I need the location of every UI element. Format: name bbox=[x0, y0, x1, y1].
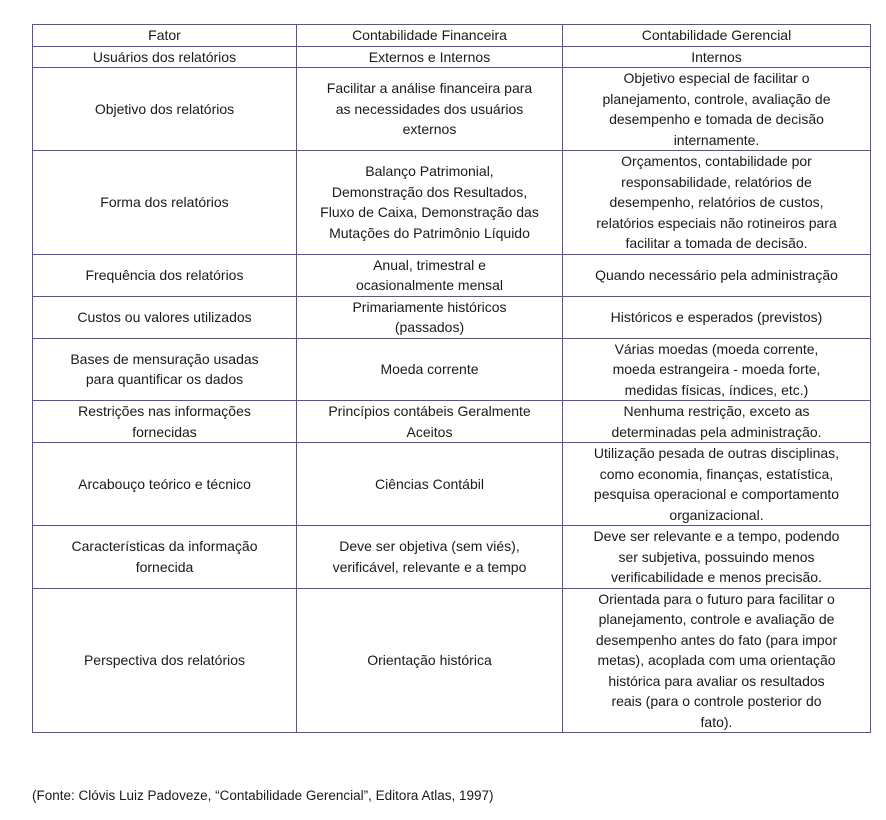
cell-text-line: verificabilidade e menos precisão. bbox=[611, 569, 822, 585]
comparison-table-container bbox=[32, 24, 870, 733]
table-cell-financeira bbox=[297, 588, 563, 733]
table-row bbox=[33, 254, 871, 296]
table-row bbox=[33, 338, 871, 401]
table-cell-financeira bbox=[297, 151, 563, 255]
table-cell-financeira bbox=[297, 68, 563, 151]
table-row bbox=[33, 151, 871, 255]
table-cell-fator bbox=[33, 254, 297, 296]
source-citation: (Fonte: Clóvis Luiz Padoveze, “Contabilidade Gerencial”, Editora Atlas, 1997) bbox=[32, 788, 494, 803]
table-row bbox=[33, 443, 871, 526]
table-cell-fator bbox=[33, 68, 297, 151]
table-cell-gerencial bbox=[563, 443, 871, 526]
cell-text-line: fato). bbox=[700, 713, 733, 730]
table-cell-financeira bbox=[297, 401, 563, 443]
cell-text-line: Bases de mensuração usadas bbox=[70, 350, 259, 367]
table-cell-fator bbox=[33, 526, 297, 589]
table-cell-gerencial bbox=[563, 151, 871, 255]
cell-text-line: desempenho e tomada de decisão bbox=[609, 111, 824, 127]
cell-text-line: medidas físicas, índices, etc.) bbox=[624, 381, 809, 398]
table-cell-fator bbox=[33, 296, 297, 338]
cell-text-line: Demonstração dos Resultados, bbox=[331, 183, 528, 200]
cell-text-line: Restrições nas informações bbox=[78, 403, 251, 419]
cell-text-line: ocasionalmente mensal bbox=[355, 277, 504, 293]
table-cell-financeira bbox=[297, 338, 563, 401]
cell-text-line: relatórios especiais não rotineiros para bbox=[596, 214, 837, 231]
table-cell-fator bbox=[33, 443, 297, 526]
cell-text-line: desempenho antes do fato (para impor bbox=[595, 631, 838, 648]
cell-text-line: metas), acoplada com uma orientação bbox=[597, 652, 836, 668]
cell-text-line: Orientação histórica bbox=[367, 652, 492, 668]
table-cell-gerencial bbox=[563, 296, 871, 338]
cell-text-line: responsabilidade, relatórios de bbox=[621, 173, 812, 190]
table-row bbox=[33, 401, 871, 443]
cell-text-line: Arcabouço teórico e técnico bbox=[78, 475, 251, 492]
cell-text-line: Facilitar a análise financeira para bbox=[326, 80, 533, 97]
cell-text-line: Princípios contábeis Geralmente bbox=[328, 403, 531, 419]
header-contabilidade-gerencial: Contabilidade Gerencial bbox=[563, 25, 871, 47]
table-row bbox=[33, 588, 871, 733]
table-cell-gerencial bbox=[563, 526, 871, 589]
cell-text-line: fornecidas bbox=[132, 423, 197, 440]
cell-text-line: Históricos e esperados (previstos) bbox=[610, 308, 823, 325]
cell-text-line: Balanço Patrimonial, bbox=[365, 163, 494, 180]
cell-text-line: reais (para o controle posterior do bbox=[611, 693, 822, 709]
cell-text-line: Objetivo dos relatórios bbox=[94, 100, 235, 117]
cell-text-line: Primariamente históricos bbox=[352, 298, 507, 315]
cell-text-line: as necessidades dos usuários bbox=[335, 100, 524, 117]
cell-text-line: Internos bbox=[691, 48, 742, 65]
header-contabilidade-financeira: Contabilidade Financeira bbox=[297, 25, 563, 47]
table-cell-gerencial bbox=[563, 338, 871, 401]
cell-text-line: Perspectiva dos relatórios bbox=[83, 652, 246, 668]
table-cell-fator bbox=[33, 338, 297, 401]
table-cell-financeira bbox=[297, 296, 563, 338]
table-cell-financeira bbox=[297, 254, 563, 296]
cell-text-line: Objetivo especial de facilitar o bbox=[623, 70, 810, 86]
cell-text-line: planejamento, controle e avaliação de bbox=[598, 611, 835, 627]
table-cell-gerencial bbox=[563, 46, 871, 68]
cell-text-line: moeda estrangeira - moeda forte, bbox=[612, 361, 821, 377]
table-cell-gerencial bbox=[563, 254, 871, 296]
cell-text-line: (passados) bbox=[394, 319, 465, 335]
cell-text-line: Deve ser objetiva (sem viés), bbox=[339, 538, 520, 555]
comparison-table bbox=[32, 24, 871, 733]
table-cell-fator bbox=[33, 46, 297, 68]
table-cell-financeira bbox=[297, 443, 563, 526]
table-cell-fator bbox=[33, 588, 297, 733]
cell-text-line: Várias moedas (moeda corrente, bbox=[614, 340, 819, 357]
cell-text-line: Nenhuma restrição, exceto as bbox=[623, 403, 810, 419]
table-row bbox=[33, 68, 871, 151]
table-cell-gerencial bbox=[563, 401, 871, 443]
header-fator: Fator bbox=[33, 25, 297, 47]
table-cell-fator bbox=[33, 401, 297, 443]
table-cell-fator bbox=[33, 151, 297, 255]
table-cell-financeira bbox=[297, 526, 563, 589]
cell-text-line: Aceitos bbox=[406, 423, 453, 440]
cell-text-line: Utilização pesada de outras disciplinas, bbox=[593, 445, 840, 461]
table-cell-financeira bbox=[297, 46, 563, 68]
cell-text-line: Anual, trimestral e bbox=[373, 256, 486, 273]
cell-text-line: para quantificar os dados bbox=[85, 371, 244, 388]
cell-text-line: Orçamentos, contabilidade por bbox=[621, 153, 812, 169]
cell-text-line: Custos ou valores utilizados bbox=[77, 308, 252, 325]
cell-text-line: Externos e Internos bbox=[368, 48, 491, 65]
cell-text-line: Forma dos relatórios bbox=[100, 194, 229, 210]
table-cell-gerencial bbox=[563, 588, 871, 733]
cell-text-line: Fluxo de Caixa, Demonstração das bbox=[320, 204, 539, 221]
cell-text-line: verificável, relevante e a tempo bbox=[332, 558, 527, 575]
table-row bbox=[33, 46, 871, 68]
cell-text-line: desempenho, relatórios de custos, bbox=[609, 194, 824, 210]
cell-text-line: organizacional. bbox=[669, 506, 764, 523]
cell-text-line: planejamento, controle, avaliação de bbox=[602, 90, 831, 107]
cell-text-line: facilitar a tomada de decisão. bbox=[625, 235, 808, 251]
cell-text-line: Deve ser relevante e a tempo, podendo bbox=[593, 528, 840, 544]
cell-text-line: Mutações do Patrimônio Líquido bbox=[329, 224, 530, 241]
cell-text-line: histórica para avaliar os resultados bbox=[608, 672, 825, 689]
cell-text-line: Moeda corrente bbox=[380, 361, 479, 377]
table-row bbox=[33, 296, 871, 338]
comparison-table-body bbox=[33, 25, 871, 733]
cell-text-line: Frequência dos relatórios bbox=[85, 266, 244, 283]
cell-text-line: Quando necessário pela administração bbox=[595, 266, 838, 283]
table-row bbox=[33, 526, 871, 589]
cell-text-line: externos bbox=[402, 121, 457, 138]
cell-text-line: pesquisa operacional e comportamento bbox=[593, 486, 840, 502]
table-header-row bbox=[33, 25, 871, 47]
table-cell-gerencial bbox=[563, 68, 871, 151]
cell-text-line: determinadas pela administração. bbox=[611, 423, 822, 440]
cell-text-line: Características da informação bbox=[71, 538, 258, 555]
cell-text-line: como economia, finanças, estatística, bbox=[599, 465, 834, 482]
cell-text-line: Orientada para o futuro para facilitar o bbox=[598, 590, 835, 607]
cell-text-line: fornecida bbox=[135, 558, 194, 575]
cell-text-line: internamente. bbox=[673, 131, 760, 148]
cell-text-line: Ciências Contábil bbox=[375, 475, 484, 492]
cell-text-line: ser subjetiva, possuindo menos bbox=[618, 548, 815, 565]
cell-text-line: Usuários dos relatórios bbox=[92, 48, 237, 65]
